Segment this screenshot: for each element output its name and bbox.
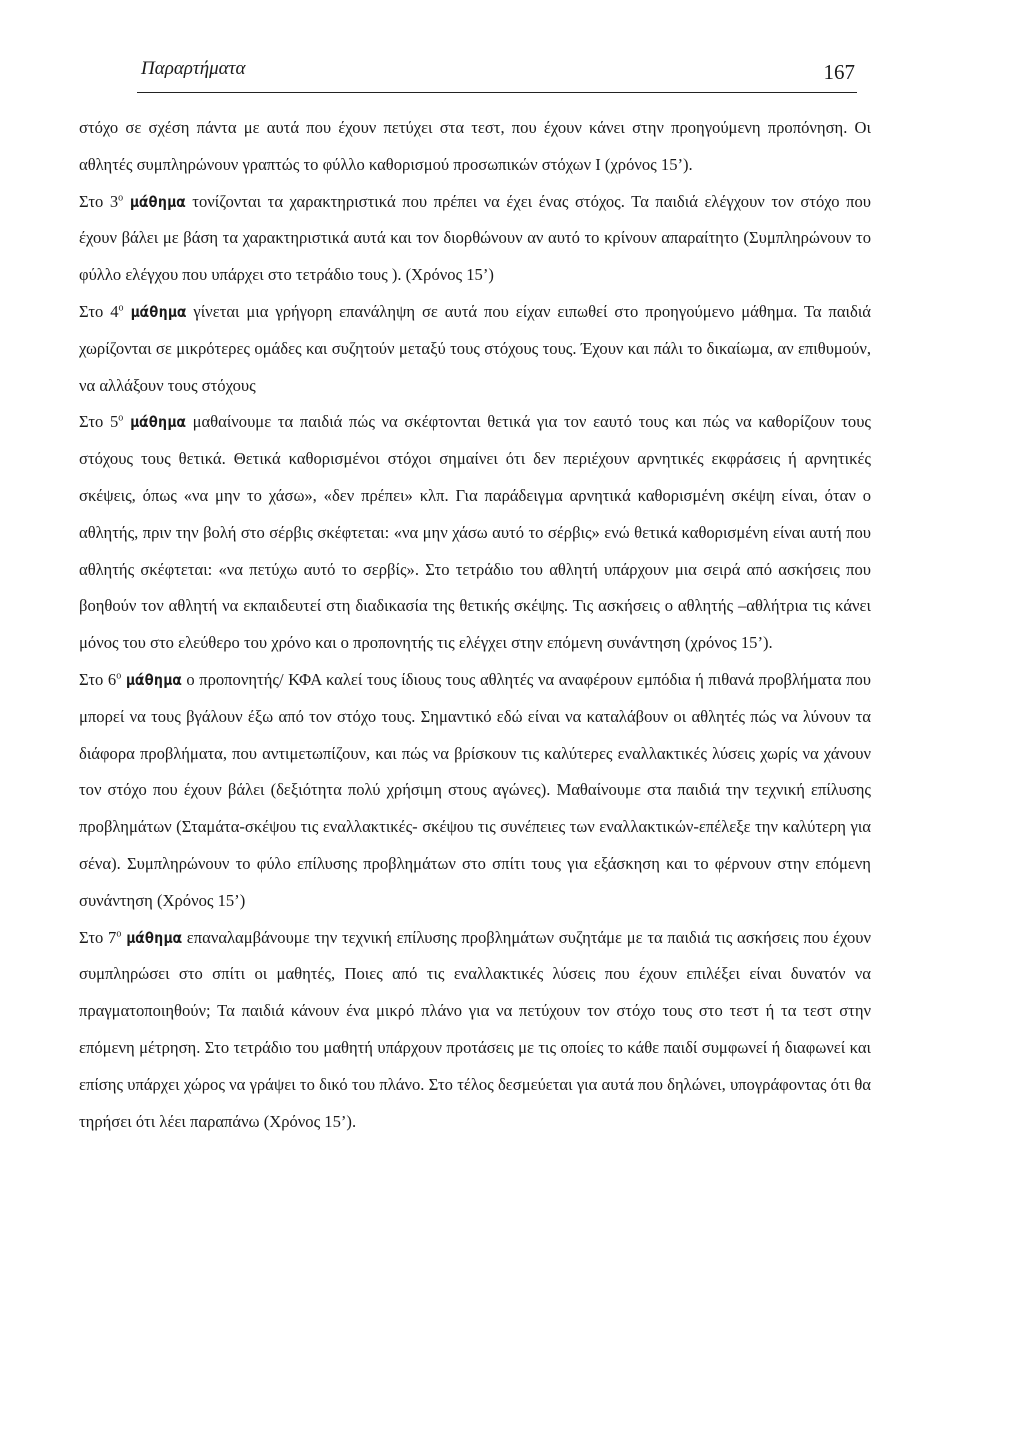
lesson-text: ο προπονητής/ ΚΦΑ καλεί τους ίδιους τους αθλητές να αναφέρουν εμπόδια ή πιθανά προβλήματα που μπορεί να τους βγάλουν έξω από τον στόχο τους. Σημαντικό εδώ είναι να καταλάβουν οι αθλητές πώς να λύνουν τα διάφορα προβλήματα, που αντιμετωπίζουν, και πώς να βρίσκουν τις καλύτερες εναλλακτικές λύσεις χωρίς να χάνουν τον στόχο που έχουν βάλει (δεξιότητα πολύ χρήσιμη στους αγώνες). Μαθαίνουμε στα παιδιά την τεχνική επίλυσης προβλημάτων (Σταμάτα-σκέψου τις εναλλακτικές- σκέψου τις συνέπειες των εναλλακτικών-επέλεξε την καλύτερη για σένα). Συμπληρώνουν το φύλο επίλυσης προβλημάτων στο σπίτι τους για εξάσκηση και το φέρνουν στην επόμενη συνάντηση (Χρόνος 15’) bbox=[79, 669, 871, 910]
lesson-intro: Στο 6 bbox=[79, 669, 117, 689]
paragraph-lesson-6 bbox=[79, 662, 871, 920]
lesson-intro: Στο 3 bbox=[79, 191, 119, 211]
lesson-text: μαθαίνουμε τα παιδιά πώς να σκέφτονται θετικά για τον εαυτό τους και πώς να καθορίζουν τους στόχους τους θετικά. Θετικά καθορισμένοι στόχοι σημαίνει ότι δεν περιέχουν αρνητικές εκφράσεις ή αρνητικές σκέψεις, όπως «να μην το χάσω», «δεν πρέπει» κλπ. Για παράδειγμα αρνητικά καθορισμένη σκέψη είναι, όταν ο αθλητής, πριν την βολή στο σέρβις σκέφτεται: «να μην χάσω αυτό το σέρβις» ενώ θετικά καθορισμένη είναι αυτή που αθλητής σκέφτεται: «να πετύχω αυτό το σερβίς». Στο τετράδιο του αθλητή υπάρχουν μια σειρά από ασκήσεις που βοηθούν τον αθλητή να εκπαιδευτεί στη διαδικασία της θετικής σκέψης. Τις ασκήσεις ο αθλητής –αθλήτρια τις κάνει μόνος του στο ελεύθερο του χρόνο και ο προπονητής τις ελέγχει στην επόμενη συνάντηση (χρόνος 15’). bbox=[79, 412, 871, 653]
ordinal-superscript: ο bbox=[116, 928, 122, 939]
lesson-text: επαναλαμβάνουμε την τεχνική επίλυσης προβλημάτων συζητάμε με τα παιδιά τις ασκήσεις που έχουν συμπληρώσει στο σπίτι οι μαθητές, Ποιες από τις εναλλακτικές λύσεις που έχουν επιλέξει είναι δυνατόν να πραγματοποιηθούν; Τα παιδιά κάνουν ένα μικρό πλάνο για να πετύχουν τον στόχο τους στο τεστ ή τα τεστ στην επόμενη μέτρηση. Στο τετράδιο του μαθητή υπάρχουν προτάσεις με τις οποίες το κάθε παιδί συμφωνεί ή διαφωνεί και επίσης υπάρχει χώρος να γράψει το δικό του πλάνο. Στο τέλος δεσμεύεται για αυτά που δηλώνει, υπογράφοντας ότι θα τηρήσει ότι λέει παραπάνω (Χρόνος 15’). bbox=[79, 927, 871, 1131]
page-header bbox=[137, 56, 857, 93]
ordinal-superscript: ο bbox=[118, 302, 124, 314]
ordinal-superscript: ο bbox=[116, 670, 122, 682]
lesson-label: μάθημα bbox=[130, 302, 187, 321]
paragraph-lesson-7 bbox=[79, 920, 871, 1141]
page-body bbox=[79, 110, 871, 1140]
lesson-text: γίνεται μια γρήγορη επανάληψη σε αυτά που είχαν ειπωθεί στο προηγούμενο μάθημα. Τα παιδιά χωρίζονται σε μικρότερες ομάδες και συζητούν μεταξύ τους στόχους τους. Έχουν και πάλι το δικαίωμα, αν επιθυμούν, να αλλάξουν τους στόχους bbox=[79, 301, 871, 395]
lesson-label: μάθημα bbox=[129, 192, 186, 211]
lesson-text: τονίζονται τα χαρακτηριστικά που πρέπει να έχει ένας στόχος. Τα παιδιά ελέγχουν τον στόχο που έχουν βάλει με βάση τα χαρακτηριστικά αυτά και τον διορθώνουν αν αυτό το κρίνουν απαραίτητο (Συμπληρώνουν το φύλλο ελέγχου που υπάρχει στο τετράδιο τους ). (Χρόνος 15’) bbox=[79, 191, 871, 285]
lesson-intro: Στο 5 bbox=[79, 412, 119, 432]
lesson-intro: Στο 7 bbox=[79, 927, 117, 947]
lesson-label: μάθημα bbox=[129, 413, 186, 432]
lesson-intro: Στο 4 bbox=[79, 301, 119, 321]
lesson-label: μάθημα bbox=[125, 670, 182, 689]
lesson-label: μάθημα bbox=[126, 928, 183, 947]
ordinal-superscript: ο bbox=[118, 412, 124, 424]
page-number: 167 bbox=[823, 60, 855, 84]
ordinal-superscript: ο bbox=[118, 192, 124, 204]
running-header-title: Παραρτήματα bbox=[141, 58, 246, 79]
paragraph-lesson-5 bbox=[79, 404, 871, 662]
paragraph-lesson-3 bbox=[79, 184, 871, 294]
paragraph-lesson-2-continued: στόχο σε σχέση πάντα με αυτά που έχουν πετύχει στα τεστ, που έχουν κάνει στην προηγούμενη προπόνηση. Οι αθλητές συμπληρώνουν γραπτώς το φύλλο καθορισμού προσωπικών στόχων Ι (χρόνος 15’). bbox=[79, 118, 871, 174]
paragraph-lesson-4 bbox=[79, 294, 871, 404]
